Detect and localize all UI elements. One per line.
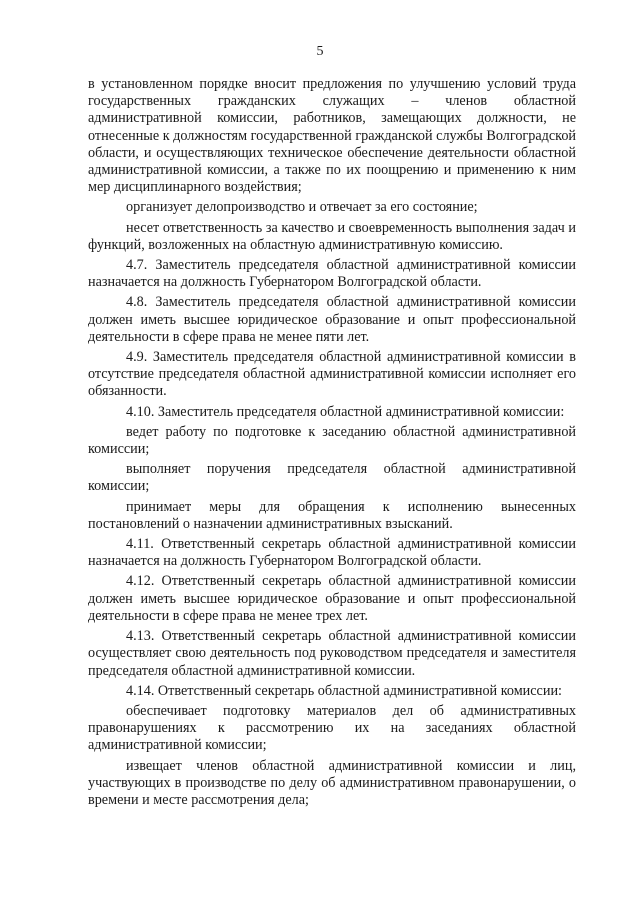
paragraph: в установленном порядке вносит предложения по улучшению условий труда государственных гражданских служащих – членов областной административной комиссии, работников, замещающих должности, не отнесенные к должностям государственной гражданской службы Волгоградской области, и осуществляющих техническое обеспечение деятельности областной административной комиссии, а также по их поощрению и применению к ним мер дисциплинарного воздействия;: [88, 76, 576, 196]
paragraph: 4.11. Ответственный секретарь областной административной комиссии назначается на должность Губернатором Волгоградской области.: [88, 536, 576, 570]
paragraph: принимает меры для обращения к исполнению вынесенных постановлений о назначении административных взысканий.: [88, 498, 576, 532]
paragraph: 4.7. Заместитель председателя областной административной комиссии назначается на должность Губернатором Волгоградской области.: [88, 257, 576, 291]
paragraph: ведет работу по подготовке к заседанию областной административной комиссии;: [88, 423, 576, 458]
paragraph: обеспечивает подготовку материалов дел об административных правонарушениях к рассмотрению их на заседаниях областной административной комиссии;: [88, 702, 576, 754]
paragraph: несет ответственность за качество и своевременность выполнения задач и функций, возложенных на областную административную комиссию.: [88, 219, 576, 253]
paragraph: выполняет поручения председателя областной административной комиссии;: [88, 461, 576, 495]
page-number: 5: [316, 44, 324, 59]
document-body: [88, 76, 576, 812]
paragraph: извещает членов областной административной комиссии и лиц, участвующих в производстве по делу об административном правонарушении, о времени и месте рассмотрения дела;: [88, 757, 576, 808]
paragraph: 4.10. Заместитель председателя областной административной комиссии:: [126, 403, 565, 420]
paragraph: 4.13. Ответственный секретарь областной административной комиссии осуществляет свою деятельность под руководством председателя и заместителя председателя областной административной комиссии.: [88, 628, 576, 679]
paragraph: 4.9. Заместитель председателя областной административной комиссии в отсутствие председателя областной административной комиссии исполняет его обязанности.: [88, 349, 576, 400]
paragraph: 4.8. Заместитель председателя областной административной комиссии должен иметь высшее юридическое образование и опыт профессиональной деятельности в сфере права не менее пяти лет.: [88, 294, 576, 345]
paragraph: 4.12. Ответственный секретарь областной административной комиссии должен иметь высшее юридическое образование и опыт профессиональной деятельности в сфере права не менее трех лет.: [88, 573, 576, 624]
paragraph: организует делопроизводство и отвечает за его состояние;: [126, 199, 478, 216]
paragraph: 4.14. Ответственный секретарь областной административной комиссии:: [126, 682, 562, 699]
